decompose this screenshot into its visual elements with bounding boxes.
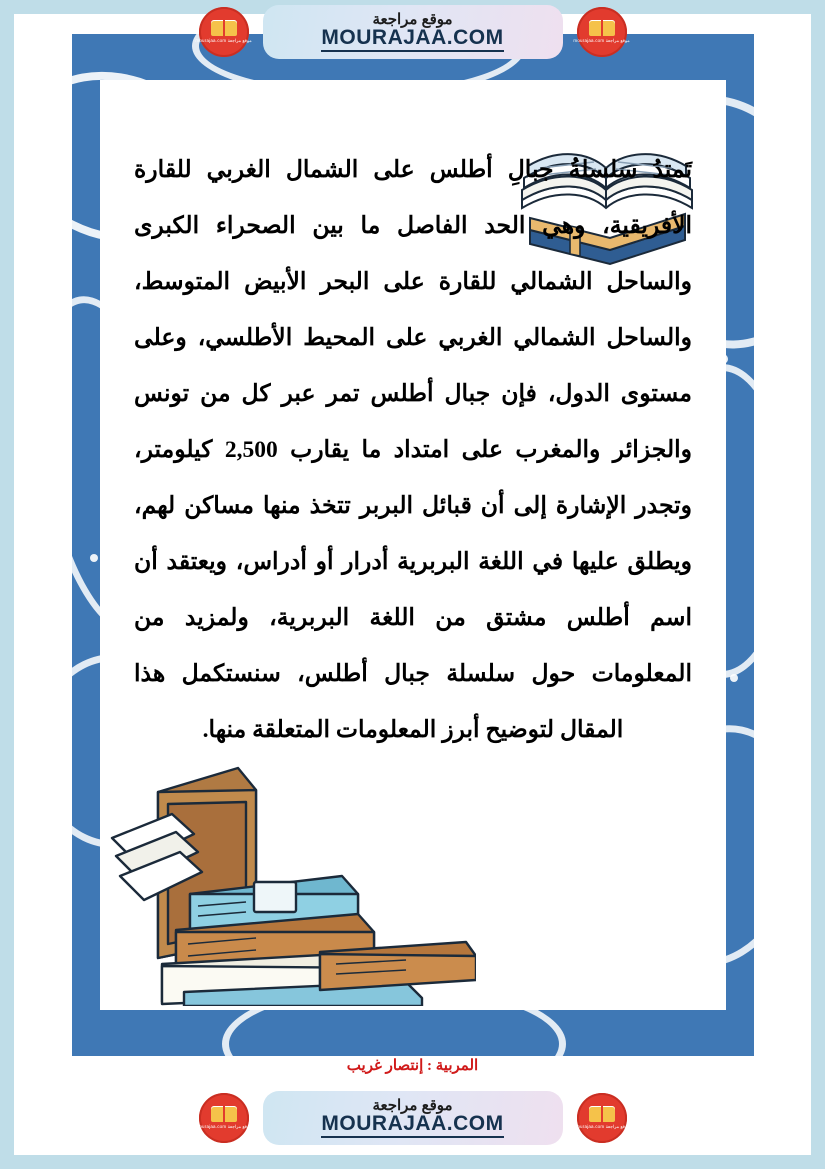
- blue-decorative-card: [72, 34, 754, 1056]
- header-watermark-bar: [0, 0, 825, 64]
- article-body: تَمتدُ سلسلةُ جبالِ أطلس على الشمال الغربي للقارة الأفريقية، وهي الحد الفاصل ما بين الصحراء الكبرى والساحل الشمالي للقارة على البحر الأبيض المتوسط، والساحل الشمالي الغربي على المحيط الأطلسي، وعلى مستوى الدول، فإن جبال أطلس تمر عبر كل من تونس والجزائر والمغرب على امتداد ما يقارب 2,500 كيلومتر، وتجدر الإشارة إلى أن قبائل البربر تتخذ منها مساكن لهم، ويطلق عليها في اللغة البربرية أدرار أو أدراس، ويعتقد أن اسم أطلس مشتق من اللغة البربرية، ولمزيد من المعلومات حول سلسلة جبال أطلس، سنستكمل هذا المقال لتوضيح أبرز المعلومات المتعلقة منها.: [134, 157, 692, 743]
- brand-sub-label-top: موقع مراجعة: [372, 10, 453, 28]
- brand-sub-label-bottom: موقع مراجعة: [372, 1096, 453, 1114]
- brand-logo-caption-left: موقع مراجعة mourajaa.com: [573, 38, 630, 43]
- brand-pill-bottom: [263, 1091, 563, 1145]
- content-sheet: [100, 80, 726, 1010]
- book-logo-icon: [211, 20, 237, 36]
- brand-main-label-bottom: MOURAJAA.COM: [321, 1113, 503, 1138]
- brand-logo-left-footer: [573, 1093, 630, 1143]
- book-logo-icon: [589, 20, 615, 36]
- decorative-dot: [730, 674, 738, 682]
- brand-logo-left: [573, 7, 630, 57]
- book-logo-icon: [211, 1106, 237, 1122]
- brand-logo-caption-right-footer: موقع مراجعة mourajaa.com: [195, 1124, 252, 1129]
- brand-pill-top: [263, 5, 563, 59]
- decorative-dot: [90, 554, 98, 562]
- credit-text: المربية : إنتصار غريب: [346, 1058, 479, 1074]
- book-logo-icon: [589, 1106, 615, 1122]
- brand-main-label-top: MOURAJAA.COM: [321, 27, 503, 52]
- brand-logo-right-footer: [195, 1093, 252, 1143]
- brand-logo-caption-left-footer: موقع مراجعة mourajaa.com: [573, 1124, 630, 1129]
- credit-line: [0, 1056, 825, 1075]
- footer-watermark-bar: [0, 1086, 825, 1150]
- brand-logo-right: [195, 7, 252, 57]
- brand-logo-caption-right: موقع مراجعة mourajaa.com: [195, 38, 252, 43]
